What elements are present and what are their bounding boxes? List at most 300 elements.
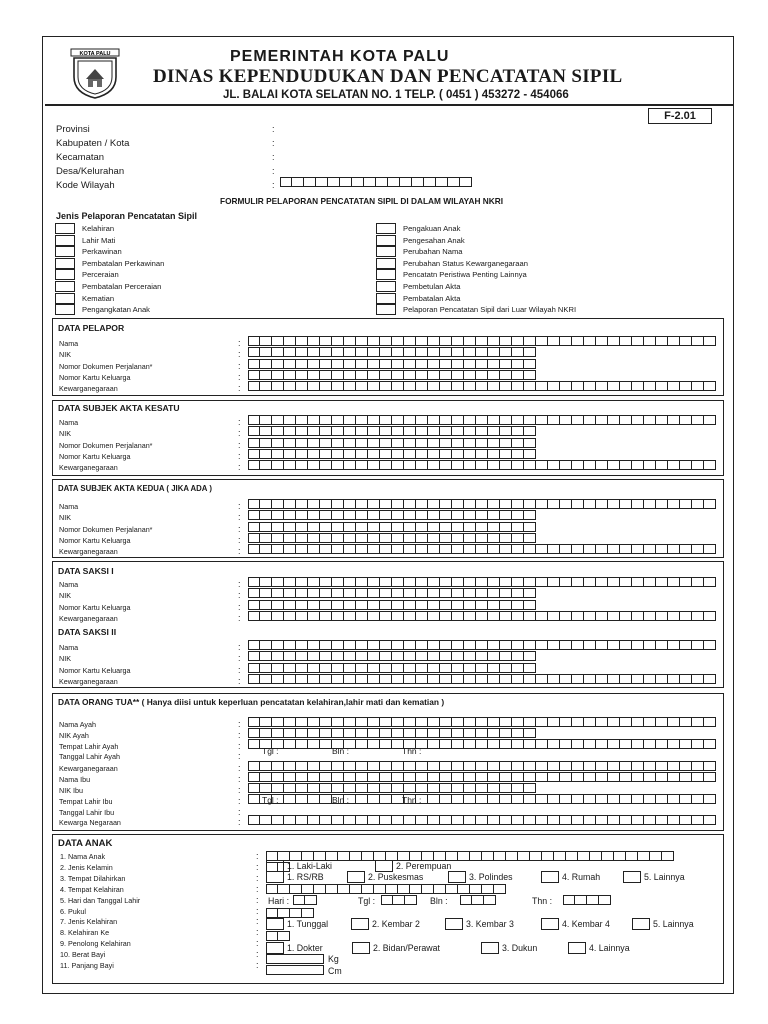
char-cell[interactable] — [296, 651, 308, 661]
char-cell[interactable] — [464, 600, 476, 610]
char-cell[interactable] — [524, 783, 536, 793]
char-cell[interactable] — [368, 336, 380, 346]
char-cell[interactable] — [260, 717, 272, 727]
char-cell[interactable] — [536, 815, 548, 825]
char-cell[interactable] — [644, 577, 656, 587]
char-cell[interactable] — [632, 717, 644, 727]
char-cell[interactable] — [572, 577, 584, 587]
char-cell[interactable] — [392, 415, 404, 425]
char-cell[interactable] — [284, 426, 296, 436]
char-cell[interactable] — [704, 674, 716, 684]
char-cell[interactable] — [560, 381, 572, 391]
char-cell[interactable] — [320, 577, 332, 587]
char-cell[interactable] — [452, 460, 464, 470]
char-cell[interactable] — [440, 640, 452, 650]
char-cell[interactable] — [356, 438, 368, 448]
char-cell[interactable] — [584, 336, 596, 346]
char-cell[interactable] — [692, 717, 704, 727]
char-cell[interactable] — [296, 588, 308, 598]
char-cell[interactable] — [272, 499, 284, 509]
char-cell[interactable] — [452, 438, 464, 448]
char-cell[interactable] — [452, 674, 464, 684]
char-cell[interactable] — [278, 884, 290, 894]
char-cell[interactable] — [440, 533, 452, 543]
char-cell[interactable] — [404, 415, 416, 425]
char-cell[interactable] — [704, 611, 716, 621]
birth-order-grid[interactable] — [266, 931, 290, 941]
char-cell[interactable] — [320, 772, 332, 782]
char-cell[interactable] — [524, 359, 536, 369]
char-cell[interactable] — [464, 611, 476, 621]
char-cell[interactable] — [572, 381, 584, 391]
char-cell[interactable] — [344, 640, 356, 650]
char-cell[interactable] — [668, 381, 680, 391]
char-cell[interactable] — [575, 895, 587, 905]
char-cell[interactable] — [536, 674, 548, 684]
char-cell[interactable] — [608, 415, 620, 425]
char-cell[interactable] — [296, 577, 308, 587]
char-cell[interactable] — [344, 600, 356, 610]
char-cell[interactable] — [344, 663, 356, 673]
char-cell[interactable] — [572, 499, 584, 509]
char-cell[interactable] — [428, 522, 440, 532]
char-cell[interactable] — [248, 761, 260, 771]
char-cell[interactable] — [476, 370, 488, 380]
char-cell[interactable] — [320, 499, 332, 509]
char-cell[interactable] — [284, 359, 296, 369]
char-cell[interactable] — [596, 739, 608, 749]
char-cell[interactable] — [656, 772, 668, 782]
char-cell[interactable] — [584, 739, 596, 749]
char-cell[interactable] — [380, 370, 392, 380]
char-cell[interactable] — [272, 415, 284, 425]
field-grid[interactable] — [248, 438, 536, 448]
char-cell[interactable] — [416, 370, 428, 380]
char-cell[interactable] — [704, 761, 716, 771]
char-cell[interactable] — [320, 522, 332, 532]
char-cell[interactable] — [704, 815, 716, 825]
char-cell[interactable] — [524, 347, 536, 357]
char-cell[interactable] — [278, 908, 290, 918]
char-cell[interactable] — [500, 794, 512, 804]
char-cell[interactable] — [560, 815, 572, 825]
option-checkbox[interactable] — [266, 918, 284, 930]
char-cell[interactable] — [662, 851, 674, 861]
char-cell[interactable] — [500, 588, 512, 598]
field-grid[interactable] — [248, 522, 536, 532]
char-cell[interactable] — [320, 728, 332, 738]
char-cell[interactable] — [626, 851, 638, 861]
field-grid[interactable] — [248, 544, 716, 554]
char-cell[interactable] — [338, 884, 350, 894]
char-cell[interactable] — [248, 728, 260, 738]
char-cell[interactable] — [692, 640, 704, 650]
char-cell[interactable] — [464, 640, 476, 650]
char-cell[interactable] — [356, 739, 368, 749]
char-cell[interactable] — [548, 577, 560, 587]
char-cell[interactable] — [500, 415, 512, 425]
char-cell[interactable] — [476, 359, 488, 369]
char-cell[interactable] — [278, 931, 290, 941]
char-cell[interactable] — [440, 815, 452, 825]
char-cell[interactable] — [284, 717, 296, 727]
char-cell[interactable] — [308, 761, 320, 771]
char-cell[interactable] — [416, 663, 428, 673]
char-cell[interactable] — [476, 739, 488, 749]
char-cell[interactable] — [248, 611, 260, 621]
char-cell[interactable] — [308, 415, 320, 425]
char-cell[interactable] — [512, 815, 524, 825]
field-grid[interactable] — [248, 336, 716, 346]
char-cell[interactable] — [272, 815, 284, 825]
char-cell[interactable] — [320, 544, 332, 554]
char-cell[interactable] — [248, 499, 260, 509]
char-cell[interactable] — [476, 794, 488, 804]
char-cell[interactable] — [656, 717, 668, 727]
option-checkbox[interactable] — [623, 871, 641, 883]
char-cell[interactable] — [316, 177, 328, 187]
char-cell[interactable] — [440, 499, 452, 509]
char-cell[interactable] — [296, 717, 308, 727]
char-cell[interactable] — [452, 510, 464, 520]
char-cell[interactable] — [416, 728, 428, 738]
char-cell[interactable] — [452, 381, 464, 391]
char-cell[interactable] — [644, 336, 656, 346]
char-cell[interactable] — [644, 415, 656, 425]
char-cell[interactable] — [356, 651, 368, 661]
char-cell[interactable] — [668, 577, 680, 587]
char-cell[interactable] — [296, 815, 308, 825]
char-cell[interactable] — [524, 588, 536, 598]
char-cell[interactable] — [584, 577, 596, 587]
char-cell[interactable] — [476, 544, 488, 554]
char-cell[interactable] — [512, 794, 524, 804]
char-cell[interactable] — [656, 544, 668, 554]
char-cell[interactable] — [392, 510, 404, 520]
char-cell[interactable] — [656, 674, 668, 684]
char-cell[interactable] — [260, 600, 272, 610]
char-cell[interactable] — [272, 761, 284, 771]
char-cell[interactable] — [488, 381, 500, 391]
char-cell[interactable] — [608, 739, 620, 749]
char-cell[interactable] — [308, 640, 320, 650]
char-cell[interactable] — [260, 588, 272, 598]
char-cell[interactable] — [428, 370, 440, 380]
char-cell[interactable] — [488, 359, 500, 369]
char-cell[interactable] — [272, 640, 284, 650]
char-cell[interactable] — [296, 510, 308, 520]
char-cell[interactable] — [632, 761, 644, 771]
char-cell[interactable] — [428, 600, 440, 610]
char-cell[interactable] — [584, 381, 596, 391]
char-cell[interactable] — [460, 895, 472, 905]
char-cell[interactable] — [476, 640, 488, 650]
char-cell[interactable] — [302, 851, 314, 861]
char-cell[interactable] — [548, 772, 560, 782]
char-cell[interactable] — [416, 460, 428, 470]
char-cell[interactable] — [512, 600, 524, 610]
char-cell[interactable] — [332, 370, 344, 380]
char-cell[interactable] — [680, 761, 692, 771]
char-cell[interactable] — [440, 381, 452, 391]
char-cell[interactable] — [512, 761, 524, 771]
char-cell[interactable] — [644, 381, 656, 391]
char-cell[interactable] — [260, 663, 272, 673]
char-cell[interactable] — [428, 510, 440, 520]
char-cell[interactable] — [440, 438, 452, 448]
char-cell[interactable] — [668, 460, 680, 470]
field-grid[interactable] — [248, 783, 536, 793]
report-type-checkbox[interactable] — [376, 269, 396, 280]
char-cell[interactable] — [344, 438, 356, 448]
char-cell[interactable] — [524, 640, 536, 650]
char-cell[interactable] — [644, 499, 656, 509]
char-cell[interactable] — [352, 177, 364, 187]
char-cell[interactable] — [344, 415, 356, 425]
char-cell[interactable] — [393, 895, 405, 905]
option-checkbox[interactable] — [445, 918, 463, 930]
char-cell[interactable] — [392, 426, 404, 436]
char-cell[interactable] — [404, 336, 416, 346]
char-cell[interactable] — [488, 663, 500, 673]
char-cell[interactable] — [290, 908, 302, 918]
char-cell[interactable] — [680, 674, 692, 684]
char-cell[interactable] — [332, 663, 344, 673]
char-cell[interactable] — [328, 177, 340, 187]
char-cell[interactable] — [380, 577, 392, 587]
char-cell[interactable] — [680, 717, 692, 727]
char-cell[interactable] — [488, 438, 500, 448]
char-cell[interactable] — [380, 651, 392, 661]
char-cell[interactable] — [500, 370, 512, 380]
char-cell[interactable] — [284, 577, 296, 587]
char-cell[interactable] — [296, 739, 308, 749]
char-cell[interactable] — [356, 522, 368, 532]
char-cell[interactable] — [272, 460, 284, 470]
char-cell[interactable] — [464, 783, 476, 793]
field-grid[interactable] — [248, 359, 536, 369]
char-cell[interactable] — [332, 611, 344, 621]
char-cell[interactable] — [596, 577, 608, 587]
char-cell[interactable] — [632, 815, 644, 825]
char-cell[interactable] — [381, 895, 393, 905]
char-cell[interactable] — [608, 717, 620, 727]
char-cell[interactable] — [476, 438, 488, 448]
char-cell[interactable] — [500, 533, 512, 543]
char-cell[interactable] — [428, 640, 440, 650]
char-cell[interactable] — [452, 347, 464, 357]
report-type-checkbox[interactable] — [376, 258, 396, 269]
char-cell[interactable] — [512, 674, 524, 684]
char-cell[interactable] — [284, 460, 296, 470]
char-cell[interactable] — [488, 783, 500, 793]
char-cell[interactable] — [308, 815, 320, 825]
char-cell[interactable] — [644, 772, 656, 782]
char-cell[interactable] — [320, 761, 332, 771]
char-cell[interactable] — [416, 651, 428, 661]
char-cell[interactable] — [380, 499, 392, 509]
char-cell[interactable] — [368, 640, 380, 650]
char-cell[interactable] — [536, 415, 548, 425]
char-cell[interactable] — [368, 794, 380, 804]
char-cell[interactable] — [488, 794, 500, 804]
char-cell[interactable] — [248, 588, 260, 598]
char-cell[interactable] — [476, 600, 488, 610]
char-cell[interactable] — [596, 640, 608, 650]
char-cell[interactable] — [380, 611, 392, 621]
char-cell[interactable] — [392, 640, 404, 650]
char-cell[interactable] — [404, 460, 416, 470]
char-cell[interactable] — [524, 772, 536, 782]
char-cell[interactable] — [260, 772, 272, 782]
char-cell[interactable] — [404, 783, 416, 793]
char-cell[interactable] — [320, 600, 332, 610]
char-cell[interactable] — [260, 522, 272, 532]
char-cell[interactable] — [584, 415, 596, 425]
char-cell[interactable] — [380, 600, 392, 610]
char-cell[interactable] — [572, 815, 584, 825]
char-cell[interactable] — [368, 449, 380, 459]
char-cell[interactable] — [368, 544, 380, 554]
char-cell[interactable] — [524, 522, 536, 532]
char-cell[interactable] — [332, 815, 344, 825]
char-cell[interactable] — [488, 336, 500, 346]
char-cell[interactable] — [632, 794, 644, 804]
char-cell[interactable] — [368, 522, 380, 532]
char-cell[interactable] — [440, 651, 452, 661]
char-cell[interactable] — [332, 533, 344, 543]
char-cell[interactable] — [284, 522, 296, 532]
char-cell[interactable] — [548, 544, 560, 554]
char-cell[interactable] — [332, 717, 344, 727]
char-cell[interactable] — [620, 544, 632, 554]
char-cell[interactable] — [428, 449, 440, 459]
report-type-checkbox[interactable] — [376, 246, 396, 257]
char-cell[interactable] — [590, 851, 602, 861]
char-cell[interactable] — [524, 415, 536, 425]
field-grid[interactable] — [248, 347, 536, 357]
char-cell[interactable] — [320, 449, 332, 459]
char-cell[interactable] — [644, 739, 656, 749]
char-cell[interactable] — [464, 415, 476, 425]
char-cell[interactable] — [512, 577, 524, 587]
char-cell[interactable] — [404, 611, 416, 621]
char-cell[interactable] — [350, 884, 362, 894]
char-cell[interactable] — [620, 674, 632, 684]
char-cell[interactable] — [464, 761, 476, 771]
char-cell[interactable] — [704, 336, 716, 346]
char-cell[interactable] — [248, 426, 260, 436]
char-cell[interactable] — [364, 177, 376, 187]
char-cell[interactable] — [692, 381, 704, 391]
char-cell[interactable] — [596, 794, 608, 804]
char-cell[interactable] — [656, 761, 668, 771]
char-cell[interactable] — [512, 728, 524, 738]
char-cell[interactable] — [272, 611, 284, 621]
char-cell[interactable] — [488, 674, 500, 684]
char-cell[interactable] — [296, 783, 308, 793]
char-cell[interactable] — [248, 640, 260, 650]
char-cell[interactable] — [404, 370, 416, 380]
char-cell[interactable] — [380, 522, 392, 532]
tgl-grid[interactable] — [381, 895, 417, 905]
char-cell[interactable] — [380, 347, 392, 357]
char-cell[interactable] — [608, 772, 620, 782]
char-cell[interactable] — [272, 783, 284, 793]
char-cell[interactable] — [563, 895, 575, 905]
char-cell[interactable] — [392, 588, 404, 598]
char-cell[interactable] — [488, 544, 500, 554]
char-cell[interactable] — [656, 640, 668, 650]
report-type-checkbox[interactable] — [55, 223, 75, 234]
char-cell[interactable] — [428, 577, 440, 587]
char-cell[interactable] — [560, 772, 572, 782]
char-cell[interactable] — [452, 499, 464, 509]
char-cell[interactable] — [572, 674, 584, 684]
char-cell[interactable] — [436, 177, 448, 187]
char-cell[interactable] — [332, 510, 344, 520]
char-cell[interactable] — [332, 577, 344, 587]
char-cell[interactable] — [620, 577, 632, 587]
char-cell[interactable] — [356, 336, 368, 346]
char-cell[interactable] — [266, 931, 278, 941]
char-cell[interactable] — [452, 449, 464, 459]
char-cell[interactable] — [452, 651, 464, 661]
char-cell[interactable] — [296, 640, 308, 650]
char-cell[interactable] — [392, 522, 404, 532]
char-cell[interactable] — [596, 460, 608, 470]
char-cell[interactable] — [260, 577, 272, 587]
char-cell[interactable] — [410, 851, 422, 861]
char-cell[interactable] — [320, 717, 332, 727]
char-cell[interactable] — [494, 851, 506, 861]
char-cell[interactable] — [380, 588, 392, 598]
char-cell[interactable] — [668, 815, 680, 825]
char-cell[interactable] — [428, 381, 440, 391]
char-cell[interactable] — [464, 544, 476, 554]
char-cell[interactable] — [428, 772, 440, 782]
char-cell[interactable] — [392, 761, 404, 771]
char-cell[interactable] — [476, 415, 488, 425]
char-cell[interactable] — [560, 499, 572, 509]
char-cell[interactable] — [548, 611, 560, 621]
char-cell[interactable] — [320, 794, 332, 804]
char-cell[interactable] — [284, 674, 296, 684]
char-cell[interactable] — [296, 522, 308, 532]
char-cell[interactable] — [608, 611, 620, 621]
char-cell[interactable] — [524, 717, 536, 727]
char-cell[interactable] — [272, 347, 284, 357]
char-cell[interactable] — [680, 611, 692, 621]
char-cell[interactable] — [380, 783, 392, 793]
char-cell[interactable] — [620, 772, 632, 782]
char-cell[interactable] — [308, 611, 320, 621]
char-cell[interactable] — [305, 895, 317, 905]
field-grid[interactable] — [248, 739, 716, 749]
char-cell[interactable] — [404, 728, 416, 738]
char-cell[interactable] — [296, 600, 308, 610]
field-grid[interactable] — [248, 449, 536, 459]
char-cell[interactable] — [344, 761, 356, 771]
char-cell[interactable] — [284, 640, 296, 650]
char-cell[interactable] — [284, 663, 296, 673]
char-cell[interactable] — [620, 739, 632, 749]
field-grid[interactable] — [248, 370, 536, 380]
char-cell[interactable] — [668, 717, 680, 727]
char-cell[interactable] — [368, 651, 380, 661]
char-cell[interactable] — [356, 544, 368, 554]
char-cell[interactable] — [614, 851, 626, 861]
